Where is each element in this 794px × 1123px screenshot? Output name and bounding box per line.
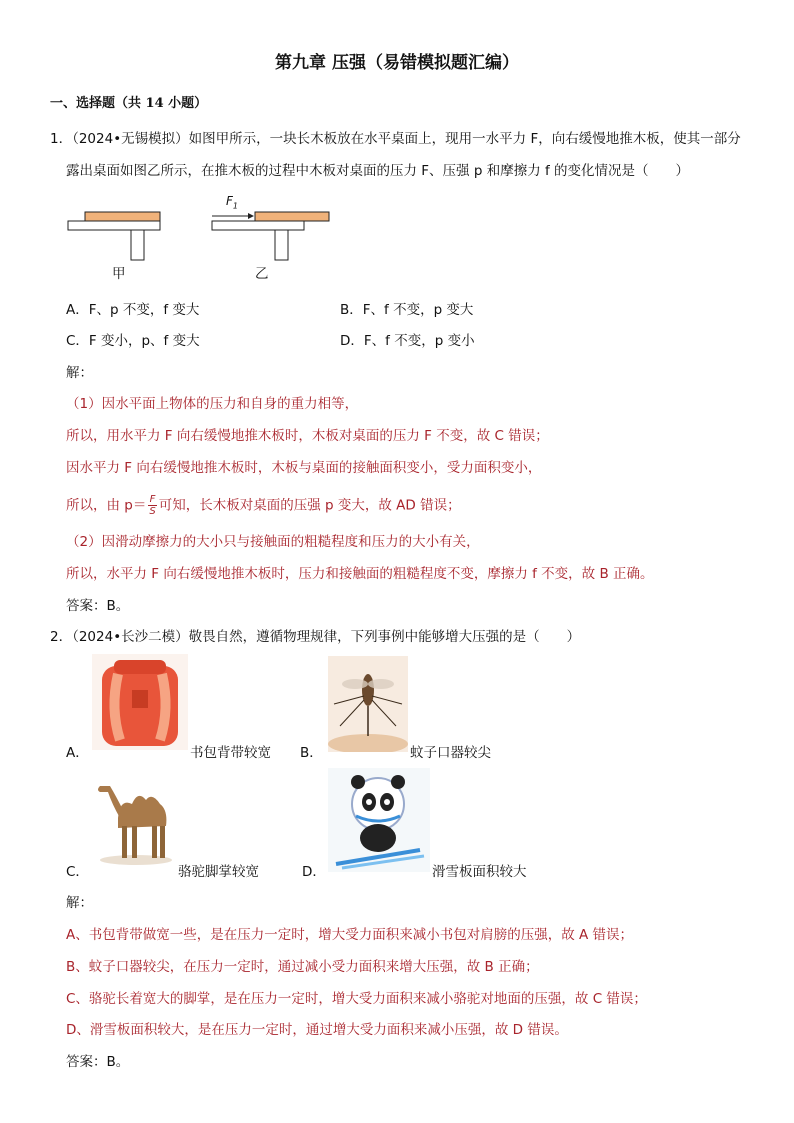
force-arrowhead [248,213,254,219]
backpack-strap-right [160,674,166,740]
q1-solution-line1: （1）因水平面上物体的压力和自身的重力相等， [66,396,359,412]
q1-solution-line6: 所以，水平力 F 向右缓慢地推木板时，压力和接触面的粗糙程度不变，摩擦力 f 不变，故 B 正确。 [66,566,654,582]
backpack-image [92,654,188,750]
fig-label-jia: 甲 [112,266,126,282]
table-leg-yi [275,230,288,260]
q2-solution-c: C、骆驼长着宽大的脚掌，是在压力一定时，增大受力面积来减小骆驼对地面的压强，故 C 错误； [66,991,647,1007]
formula-prefix: 所以，由 p＝ [66,497,147,514]
q2-option-d-letter: D． [302,864,326,880]
q2-option-a-text: 书包背带较宽 [190,745,271,761]
q2-option-c-letter: C． [66,864,89,880]
pressure-fraction: $\frac{F}{S}$ [149,494,156,517]
mosquito-image [328,656,408,752]
q1-solution-line5: （2）因滑动摩擦力的大小只与接触面的粗糙程度和压力的大小有关， [66,534,480,550]
q1-option-b: B．F、f 不变，p 变大 [340,302,474,318]
q2-answer: 答案：B。 [66,1054,130,1070]
force-label: $F_1$ [226,194,238,211]
fig-label-yi: 乙 [255,266,269,282]
q2-option-a-letter: A． [66,745,89,761]
q1-stem-line1: 1．（2024•无锡模拟）如图甲所示，一块长木板放在水平桌面上，现用一水平力 F，向右缓慢地推木板，使其一部分 [50,131,741,147]
panda-body [360,824,396,852]
q2-stem: 2．（2024•长沙二模）敬畏自然，遵循物理规律，下列事例中能够增大压强的是（ ） [50,629,581,645]
camel-image [90,770,178,866]
table-top-jia [68,221,160,230]
q2-option-b-letter: B． [300,745,323,761]
q1-option-d: D．F、f 不变，p 变小 [340,333,475,349]
backpack-strap-left [114,674,120,740]
q1-answer: 答案：B。 [66,598,130,614]
q2-solution-d: D、滑雪板面积较大，是在压力一定时，通过增大受力面积来减小压强，故 D 错误。 [66,1022,568,1038]
board-jia [85,212,160,221]
q1-figure-jia [66,208,166,268]
board-yi [255,212,329,221]
section-heading: 一、选择题（共 14 小题） [50,96,208,111]
q1-solution-label: 解： [66,365,93,381]
mosquito-body [362,674,374,706]
q1-solution-line2: 所以，用水平力 F 向右缓慢地推木板时，木板对桌面的压力 F 不变，故 C 错误； [66,428,549,444]
q1-option-a: A．F、p 不变，f 变大 [66,302,200,318]
q2-option-c-text: 骆驼脚掌较宽 [178,864,259,880]
q2-option-d-text: 滑雪板面积较大 [432,864,527,880]
q2-option-b-text: 蚊子口器较尖 [410,745,491,761]
q2-solution-a: A、书包背带做宽一些，是在压力一定时，增大受力面积来减小书包对肩膀的压强，故 A 错误； [66,927,634,943]
table-leg-jia [131,230,144,260]
q1-solution-line3: 因水平力 F 向右缓慢地推木板时，木板与桌面的接触面积变小，受力面积变小， [66,460,542,476]
q2-solution-b: B、蚊子口器较尖，在压力一定时，通过减小受力面积来增大压强，故 B 正确； [66,959,539,975]
table-top-yi [212,221,304,230]
ski-panda-image [328,768,430,872]
formula-suffix: 可知，长木板对桌面的压强 p 变大，故 AD 错误； [158,497,461,514]
q1-option-c: C．F 变小，p、f 变大 [66,333,200,349]
q1-stem-line2: 露出桌面如图乙所示，在推木板的过程中木板对桌面的压力 F、压强 p 和摩擦力 f 的变化情况是（ ） [66,163,690,179]
q1-solution-line4 [66,494,461,517]
page-title: 第九章 压强（易错模拟题汇编） [275,53,519,73]
q2-solution-label: 解： [66,895,93,911]
